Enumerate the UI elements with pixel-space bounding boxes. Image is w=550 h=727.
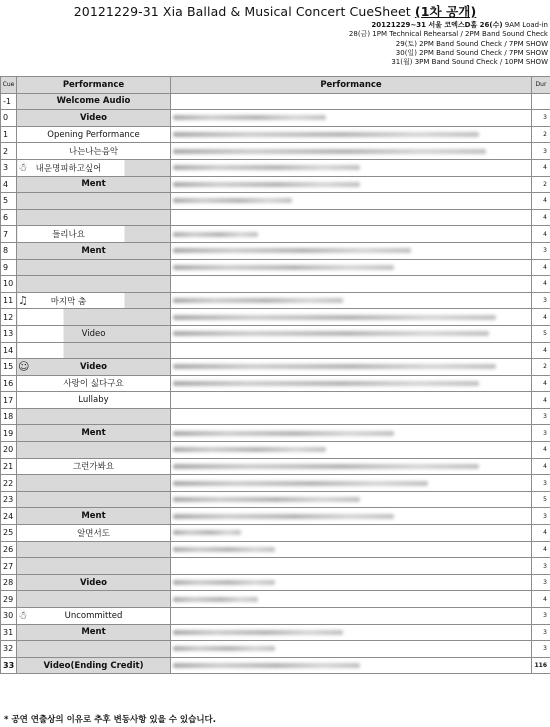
cue-row <box>1 375 550 392</box>
performance-title: 마지막 춤 <box>50 296 87 307</box>
performance-cell <box>17 276 171 293</box>
cue-number: 25 <box>1 525 17 542</box>
redacted-text <box>173 597 258 602</box>
duration: 4 <box>532 193 550 210</box>
performance-cell <box>17 641 171 658</box>
cue-row <box>1 126 550 143</box>
performance-cell <box>17 541 171 558</box>
cue-row <box>1 110 550 127</box>
cue-number: 29 <box>1 591 17 608</box>
doodle-icon: ☃ <box>18 160 28 174</box>
redacted-text <box>173 232 258 237</box>
performance-cell <box>17 93 171 110</box>
cue-number: 17 <box>1 392 17 409</box>
schedule-line <box>349 21 548 30</box>
redacted-text <box>173 464 479 469</box>
performance-detail-cell <box>171 93 532 110</box>
duration: 3 <box>532 608 550 625</box>
cue-row <box>1 591 550 608</box>
duration: 2 <box>532 126 550 143</box>
redacted-text <box>173 298 343 303</box>
performance-detail-cell <box>171 425 532 442</box>
schedule-time: 9AM Load-in <box>502 21 548 29</box>
header-cue: Cue <box>1 77 17 94</box>
cue-row <box>1 143 550 160</box>
schedule-date: 28(금) <box>348 30 371 39</box>
duration: 4 <box>532 309 550 326</box>
cue-row <box>1 641 550 658</box>
performance-detail-cell <box>171 259 532 276</box>
redacted-text <box>173 198 292 203</box>
redacted-text <box>173 431 394 436</box>
performance-title: 알면서도 <box>77 528 110 539</box>
performance-detail-cell <box>171 442 532 459</box>
performance-cell <box>17 657 171 674</box>
performance-cell <box>17 591 171 608</box>
cue-number: 8 <box>1 242 17 259</box>
duration: 3 <box>532 408 550 425</box>
duration: 4 <box>532 276 550 293</box>
performance-cell <box>17 325 171 342</box>
cue-number: 9 <box>1 259 17 276</box>
duration: 4 <box>532 525 550 542</box>
performance-title: Video(Ending Credit) <box>43 660 144 671</box>
performance-cell <box>17 193 171 210</box>
performance-detail-cell <box>171 325 532 342</box>
schedule-line <box>349 30 548 39</box>
duration: 4 <box>532 259 550 276</box>
cue-row <box>1 392 550 409</box>
duration: 3 <box>532 558 550 575</box>
cue-number: 33 <box>1 657 17 674</box>
redacted-text <box>173 580 275 585</box>
cue-number: 5 <box>1 193 17 210</box>
performance-cell <box>17 608 171 625</box>
redacted-text <box>173 182 360 187</box>
redacted-text <box>173 481 428 486</box>
performance-cell <box>17 574 171 591</box>
duration: 116 <box>532 657 550 674</box>
performance-cell <box>17 392 171 409</box>
redacted-text <box>173 248 411 253</box>
performance-detail-cell <box>171 641 532 658</box>
cue-number: 19 <box>1 425 17 442</box>
redacted-text <box>173 265 394 270</box>
performance-detail-cell <box>171 574 532 591</box>
performance-title: 나는나는음악 <box>68 147 119 158</box>
duration: 2 <box>532 176 550 193</box>
performance-cell <box>17 309 171 326</box>
cue-number: 18 <box>1 408 17 425</box>
performance-detail-cell <box>171 209 532 226</box>
cue-table <box>0 76 550 674</box>
performance-detail-cell <box>171 309 532 326</box>
performance-title: Ment <box>81 627 106 638</box>
cue-number: -1 <box>1 93 17 110</box>
performance-cell <box>17 508 171 525</box>
performance-title: 사랑이 싫다구요 <box>63 379 124 390</box>
cue-number: 23 <box>1 491 17 508</box>
performance-detail-cell <box>171 491 532 508</box>
cue-row <box>1 259 550 276</box>
duration: 3 <box>532 475 550 492</box>
duration: 4 <box>532 159 550 176</box>
performance-detail-cell <box>171 226 532 243</box>
performance-cell <box>17 558 171 575</box>
performance-title: Ment <box>81 245 106 256</box>
duration: 5 <box>532 325 550 342</box>
title-text: 20121229-31 Xia Ballad & Musical Concert CueSheet <box>73 4 415 19</box>
performance-detail-cell <box>171 292 532 309</box>
duration: 3 <box>532 508 550 525</box>
redacted-text <box>173 530 241 535</box>
schedule-time: 3PM Band Sound Check / 10PM SHOW <box>412 58 548 67</box>
performance-title: Opening Performance <box>47 129 140 140</box>
performance-detail-cell <box>171 608 532 625</box>
schedule-line <box>349 40 548 49</box>
performance-title: Ment <box>81 428 106 439</box>
cue-number: 27 <box>1 558 17 575</box>
doodle-icon: ☺ <box>18 360 30 374</box>
schedule-line <box>349 58 548 67</box>
redacted-text <box>173 630 343 635</box>
cue-number: 1 <box>1 126 17 143</box>
performance-detail-cell <box>171 558 532 575</box>
performance-cell <box>17 458 171 475</box>
cue-number: 15 <box>1 359 17 376</box>
schedule-time: 2PM Band Sound Check / 7PM SHOW <box>416 39 548 48</box>
footnote: * 공연 연출상의 이유로 추후 변동사항 있을 수 있습니다. <box>4 715 216 725</box>
cue-number: 22 <box>1 475 17 492</box>
performance-cell <box>17 375 171 392</box>
duration: 2 <box>532 359 550 376</box>
cue-row <box>1 193 550 210</box>
redacted-text <box>173 364 496 369</box>
performance-detail-cell <box>171 392 532 409</box>
redacted-text <box>173 115 326 120</box>
cue-row <box>1 408 550 425</box>
performance-cell <box>17 359 171 376</box>
schedule-date: 20121229~31 서울 코엑스D홀 26(수) <box>371 21 503 29</box>
performance-cell <box>17 226 171 243</box>
performance-detail-cell <box>171 475 532 492</box>
cue-row <box>1 292 550 309</box>
performance-cell <box>17 342 171 359</box>
performance-detail-cell <box>171 159 532 176</box>
redacted-text <box>173 315 496 320</box>
header-performance: Performance <box>17 77 171 94</box>
cue-row <box>1 242 550 259</box>
header-performance-detail: Performance <box>171 77 532 94</box>
cue-number: 6 <box>1 209 17 226</box>
cue-row <box>1 608 550 625</box>
performance-detail-cell <box>171 375 532 392</box>
duration: 4 <box>532 375 550 392</box>
performance-title: Ment <box>81 179 106 190</box>
schedule-time: 2PM Band Sound Check / 7PM SHOW <box>416 48 548 57</box>
performance-detail-cell <box>171 657 532 674</box>
performance-cell <box>17 209 171 226</box>
performance-detail-cell <box>171 359 532 376</box>
cue-number: 30 <box>1 608 17 625</box>
redacted-text <box>173 646 275 651</box>
duration: 3 <box>532 110 550 127</box>
cue-table-body <box>1 93 550 674</box>
performance-title: 들리나요 <box>52 230 85 241</box>
performance-title: Welcome Audio <box>56 96 131 107</box>
performance-cell <box>17 143 171 160</box>
performance-title: Video <box>79 577 108 588</box>
redacted-text <box>173 149 486 154</box>
cue-row <box>1 442 550 459</box>
cue-row <box>1 558 550 575</box>
cue-row <box>1 491 550 508</box>
cue-number: 28 <box>1 574 17 591</box>
performance-cell <box>17 242 171 259</box>
cue-number: 10 <box>1 276 17 293</box>
performance-detail-cell <box>171 242 532 259</box>
doodle-icon: ☃ <box>18 609 28 622</box>
performance-title: 내운명피하고싶어 <box>35 163 102 174</box>
cue-number: 13 <box>1 325 17 342</box>
cue-row <box>1 209 550 226</box>
cue-number: 0 <box>1 110 17 127</box>
duration <box>532 93 550 110</box>
cue-row <box>1 541 550 558</box>
duration: 5 <box>532 491 550 508</box>
cue-number: 12 <box>1 309 17 326</box>
performance-cell <box>17 408 171 425</box>
performance-detail-cell <box>171 176 532 193</box>
duration: 4 <box>532 541 550 558</box>
cue-row <box>1 359 550 376</box>
performance-detail-cell <box>171 591 532 608</box>
cue-number: 7 <box>1 226 17 243</box>
schedule-time: 1PM Technical Rehearsal / 2PM Band Sound Check <box>370 30 548 39</box>
performance-cell <box>17 176 171 193</box>
cue-row <box>1 276 550 293</box>
schedule-date: 30(일) <box>395 48 417 57</box>
duration: 3 <box>532 292 550 309</box>
performance-detail-cell <box>171 143 532 160</box>
cue-row <box>1 508 550 525</box>
performance-detail-cell <box>171 408 532 425</box>
duration: 3 <box>532 624 550 641</box>
redacted-text <box>173 132 479 137</box>
cue-row <box>1 574 550 591</box>
schedule-date: 31(월) <box>391 58 413 67</box>
performance-detail-cell <box>171 541 532 558</box>
cue-row <box>1 309 550 326</box>
performance-title: 그런가봐요 <box>72 462 115 473</box>
redacted-text <box>173 663 360 668</box>
cue-row <box>1 159 550 176</box>
redacted-text <box>173 497 360 502</box>
performance-cell <box>17 425 171 442</box>
performance-title: Uncommitted <box>64 610 123 621</box>
performance-detail-cell <box>171 110 532 127</box>
performance-cell <box>17 110 171 127</box>
performance-cell <box>17 475 171 492</box>
cue-row <box>1 325 550 342</box>
cue-row <box>1 226 550 243</box>
schedule-date: 29(토) <box>395 39 417 48</box>
performance-detail-cell <box>171 342 532 359</box>
cue-row <box>1 475 550 492</box>
cue-number: 2 <box>1 143 17 160</box>
performance-cell <box>17 525 171 542</box>
performance-detail-cell <box>171 624 532 641</box>
duration: 3 <box>532 143 550 160</box>
cue-row <box>1 458 550 475</box>
cue-number: 3 <box>1 159 17 176</box>
cue-number: 20 <box>1 442 17 459</box>
performance-title: Ment <box>81 511 106 522</box>
performance-cell <box>17 624 171 641</box>
cue-row <box>1 425 550 442</box>
redacted-text <box>173 514 394 519</box>
performance-cell <box>17 259 171 276</box>
schedule-block <box>349 21 548 67</box>
doodle-icon: ♫ <box>18 293 28 307</box>
cue-row <box>1 342 550 359</box>
performance-title: Video <box>79 112 108 123</box>
duration: 4 <box>532 342 550 359</box>
duration: 4 <box>532 591 550 608</box>
cue-number: 11 <box>1 292 17 309</box>
duration: 4 <box>532 226 550 243</box>
performance-cell <box>17 491 171 508</box>
duration: 3 <box>532 641 550 658</box>
cue-number: 24 <box>1 508 17 525</box>
title-release-tag: (1차 공개) <box>414 4 477 19</box>
cue-row <box>1 624 550 641</box>
cue-number: 4 <box>1 176 17 193</box>
duration: 3 <box>532 425 550 442</box>
table-header-row <box>1 77 550 94</box>
duration: 4 <box>532 209 550 226</box>
cue-row <box>1 657 550 674</box>
performance-title: Video <box>79 361 108 372</box>
cue-number: 21 <box>1 458 17 475</box>
cue-number: 26 <box>1 541 17 558</box>
header-duration: Dur <box>532 77 550 94</box>
redacted-text <box>173 331 489 336</box>
performance-title: Lullaby <box>78 395 109 406</box>
redacted-text <box>173 547 275 552</box>
performance-cell <box>17 292 171 309</box>
duration: 3 <box>532 242 550 259</box>
duration: 4 <box>532 442 550 459</box>
performance-detail-cell <box>171 193 532 210</box>
cuesheet-title <box>0 2 550 20</box>
duration: 4 <box>532 392 550 409</box>
cue-number: 32 <box>1 641 17 658</box>
performance-detail-cell <box>171 276 532 293</box>
performance-detail-cell <box>171 458 532 475</box>
cue-number: 31 <box>1 624 17 641</box>
cue-row <box>1 525 550 542</box>
performance-cell <box>17 442 171 459</box>
duration: 4 <box>532 458 550 475</box>
redacted-text <box>173 381 479 386</box>
schedule-line <box>349 49 548 58</box>
cue-row <box>1 93 550 110</box>
cue-number: 16 <box>1 375 17 392</box>
redacted-text <box>173 165 360 170</box>
duration: 3 <box>532 574 550 591</box>
performance-detail-cell <box>171 525 532 542</box>
cue-number: 14 <box>1 342 17 359</box>
performance-cell <box>17 126 171 143</box>
redacted-text <box>173 447 326 452</box>
performance-cell <box>17 159 171 176</box>
performance-detail-cell <box>171 126 532 143</box>
cue-row <box>1 176 550 193</box>
performance-title: Video <box>81 328 106 339</box>
performance-detail-cell <box>171 508 532 525</box>
